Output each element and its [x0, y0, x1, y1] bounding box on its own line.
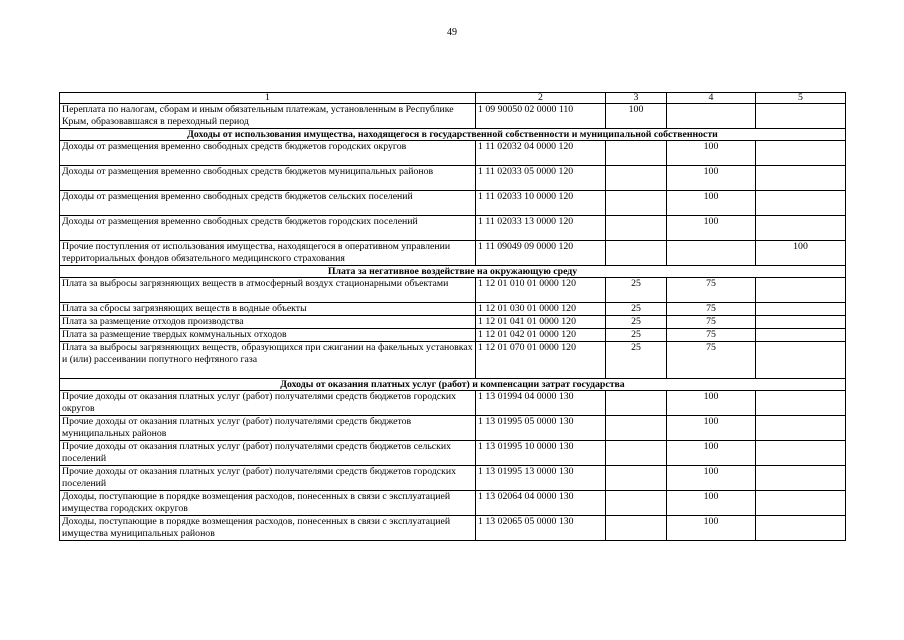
table-row — [60, 216, 846, 241]
col3-cell: 25 — [606, 316, 667, 329]
col3-cell: 25 — [606, 303, 667, 316]
name-cell: Доходы, поступающие в порядке возмещения расходов, понесенных в связи с эксплуатацией имущества городских округов — [60, 491, 476, 516]
table-row — [60, 516, 846, 541]
code-cell: 1 11 02033 05 0000 120 — [476, 166, 606, 191]
col5-cell — [756, 166, 846, 191]
section-heading-row — [60, 379, 846, 391]
table-row — [60, 104, 846, 129]
code-cell: 1 13 02065 05 0000 130 — [476, 516, 606, 541]
table-row — [60, 342, 846, 379]
table-row — [60, 303, 846, 316]
col5-cell — [756, 441, 846, 466]
col5-cell — [756, 278, 846, 303]
col3-cell — [606, 241, 667, 266]
col4-cell: 75 — [667, 316, 756, 329]
col3-cell — [606, 191, 667, 216]
col5-cell — [756, 416, 846, 441]
table-body — [60, 93, 846, 541]
col5-cell — [756, 329, 846, 342]
name-cell: Прочие доходы от оказания платных услуг (работ) получателями средств бюджетов городских округов — [60, 391, 476, 416]
table-row — [60, 441, 846, 466]
header-cell-2: 2 — [476, 93, 606, 104]
col3-cell: 25 — [606, 342, 667, 379]
table-row — [60, 416, 846, 441]
col4-cell: 100 — [667, 391, 756, 416]
col5-cell — [756, 216, 846, 241]
col4-cell: 100 — [667, 216, 756, 241]
name-cell: Плата за выбросы загрязняющих веществ, образующихся при сжигании на факельных установках и (или) рассеивании попутного нефтяного газа — [60, 342, 476, 379]
col4-cell: 75 — [667, 278, 756, 303]
col4-cell: 100 — [667, 491, 756, 516]
col3-cell: 25 — [606, 278, 667, 303]
name-cell: Доходы от размещения временно свободных средств бюджетов сельских поселений — [60, 191, 476, 216]
code-cell: 1 13 01995 10 0000 130 — [476, 441, 606, 466]
table-row — [60, 166, 846, 191]
table-row — [60, 241, 846, 266]
name-cell: Прочие доходы от оказания платных услуг (работ) получателями средств бюджетов городских поселений — [60, 466, 476, 491]
page-number: 49 — [447, 27, 457, 38]
col5-cell — [756, 191, 846, 216]
col4-cell: 100 — [667, 516, 756, 541]
name-cell: Прочие доходы от оказания платных услуг (работ) получателями средств бюджетов муниципальных районов — [60, 416, 476, 441]
code-cell: 1 12 01 042 01 0000 120 — [476, 329, 606, 342]
code-cell: 1 13 01995 13 0000 130 — [476, 466, 606, 491]
col5-cell — [756, 342, 846, 379]
col3-cell: 100 — [606, 104, 667, 129]
col3-cell — [606, 516, 667, 541]
code-cell: 1 13 02064 04 0000 130 — [476, 491, 606, 516]
name-cell: Плата за сбросы загрязняющих веществ в водные объекты — [60, 303, 476, 316]
col5-cell — [756, 491, 846, 516]
name-cell: Доходы от размещения временно свободных средств бюджетов муниципальных районов — [60, 166, 476, 191]
col3-cell — [606, 166, 667, 191]
name-cell: Плата за размещение твердых коммунальных отходов — [60, 329, 476, 342]
code-cell: 1 11 02032 04 0000 120 — [476, 141, 606, 166]
col4-cell: 75 — [667, 342, 756, 379]
col5-cell — [756, 466, 846, 491]
header-cell-4: 4 — [667, 93, 756, 104]
code-cell: 1 12 01 041 01 0000 120 — [476, 316, 606, 329]
table-row — [60, 491, 846, 516]
section-heading-row — [60, 266, 846, 278]
col5-cell: 100 — [756, 241, 846, 266]
col3-cell — [606, 141, 667, 166]
code-cell: 1 11 09049 09 0000 120 — [476, 241, 606, 266]
col4-cell: 75 — [667, 329, 756, 342]
col3-cell — [606, 416, 667, 441]
col5-cell — [756, 141, 846, 166]
code-cell: 1 09 90050 02 0000 110 — [476, 104, 606, 129]
section-heading-row — [60, 129, 846, 141]
name-cell: Переплата по налогам, сборам и иным обязательным платежам, установленным в Республике Крым, образовавшаяся в переходный период — [60, 104, 476, 129]
table-row — [60, 278, 846, 303]
code-cell: 1 12 01 070 01 0000 120 — [476, 342, 606, 379]
code-cell: 1 12 01 010 01 0000 120 — [476, 278, 606, 303]
table-row — [60, 329, 846, 342]
col3-cell: 25 — [606, 329, 667, 342]
name-cell: Доходы от размещения временно свободных средств бюджетов городских округов — [60, 141, 476, 166]
header-row — [60, 93, 846, 104]
table-row — [60, 141, 846, 166]
col4-cell: 100 — [667, 141, 756, 166]
name-cell: Прочие доходы от оказания платных услуг (работ) получателями средств бюджетов сельских поселений — [60, 441, 476, 466]
header-cell-5: 5 — [756, 93, 846, 104]
col5-cell — [756, 316, 846, 329]
col5-cell — [756, 303, 846, 316]
col3-cell — [606, 466, 667, 491]
header-cell-1: 1 — [60, 93, 476, 104]
code-cell: 1 11 02033 13 0000 120 — [476, 216, 606, 241]
table-row — [60, 466, 846, 491]
section-heading: Плата за негативное воздействие на окружающую среду — [60, 266, 846, 278]
col4-cell: 100 — [667, 191, 756, 216]
col5-cell — [756, 391, 846, 416]
table-row — [60, 191, 846, 216]
col3-cell — [606, 441, 667, 466]
table-row — [60, 391, 846, 416]
section-heading: Доходы от оказания платных услуг (работ) и компенсации затрат государства — [60, 379, 846, 391]
name-cell: Плата за размещение отходов производства — [60, 316, 476, 329]
col4-cell: 100 — [667, 416, 756, 441]
col5-cell — [756, 104, 846, 129]
col5-cell — [756, 516, 846, 541]
code-cell: 1 13 01994 04 0000 130 — [476, 391, 606, 416]
table-row — [60, 316, 846, 329]
section-heading: Доходы от использования имущества, находящегося в государственной собственности и муниципальной собственности — [60, 129, 846, 141]
col3-cell — [606, 491, 667, 516]
name-cell: Плата за выбросы загрязняющих веществ в атмосферный воздух стационарными объектами — [60, 278, 476, 303]
col3-cell — [606, 216, 667, 241]
header-cell-3: 3 — [606, 93, 667, 104]
col4-cell: 100 — [667, 466, 756, 491]
col4-cell: 75 — [667, 303, 756, 316]
col4-cell: 100 — [667, 441, 756, 466]
col4-cell: 100 — [667, 166, 756, 191]
col4-cell — [667, 104, 756, 129]
revenue-distribution-table — [59, 92, 846, 541]
code-cell: 1 13 01995 05 0000 130 — [476, 416, 606, 441]
name-cell: Прочие поступления от использования имущества, находящегося в оперативном управлении территориальных фондов обязательного медицинского страхования — [60, 241, 476, 266]
name-cell: Доходы от размещения временно свободных средств бюджетов городских поселений — [60, 216, 476, 241]
col4-cell — [667, 241, 756, 266]
code-cell: 1 12 01 030 01 0000 120 — [476, 303, 606, 316]
code-cell: 1 11 02033 10 0000 120 — [476, 191, 606, 216]
name-cell: Доходы, поступающие в порядке возмещения расходов, понесенных в связи с эксплуатацией имущества муниципальных районов — [60, 516, 476, 541]
col3-cell — [606, 391, 667, 416]
